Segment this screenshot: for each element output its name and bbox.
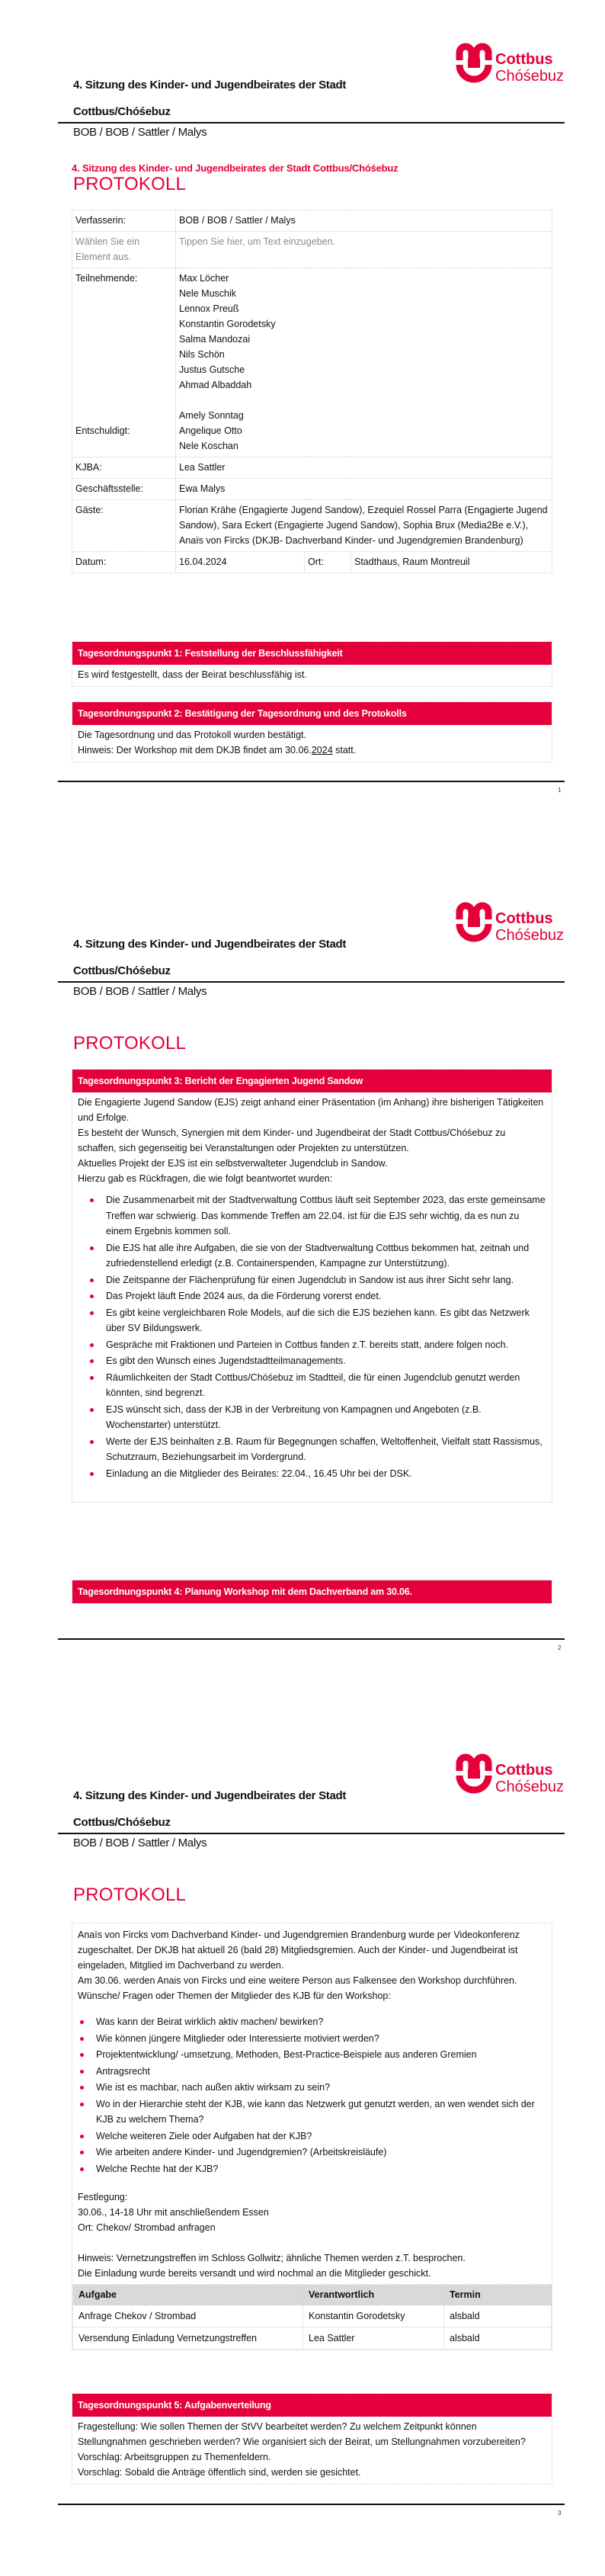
agenda-item-5-body xyxy=(72,2417,552,2484)
agenda-item-3-title: Tagesordnungspunkt 3: Bericht der Engagierten Jugend Sandow xyxy=(72,1070,552,1092)
teilnehmende-label: Teilnehmende: xyxy=(75,273,138,284)
agenda-item-2-line-1: Die Tagesordnung und das Protokoll wurden bestätigt. xyxy=(78,730,306,740)
agenda-item-1-body: Es wird festgestellt, dass der Beirat beschlussfähig ist. xyxy=(78,669,307,680)
paragraph: Am 30.06. werden Anais von Fircks und eine weitere Person aus Falkensee den Workshop durchführen. xyxy=(78,1975,517,1986)
festlegung-time: 30.06., 14-18 Uhr mit anschließendem Essen xyxy=(78,2207,269,2218)
agenda-item-3 xyxy=(72,1069,552,1503)
participant: Max Löcher xyxy=(179,273,229,284)
geschaeftsstelle-value: Ewa Malys xyxy=(176,479,552,500)
page-number: 3 xyxy=(558,2510,562,2517)
hint-year-underlined: 2024 xyxy=(311,745,333,755)
ort-value: Stadthaus, Raum Montreuil xyxy=(351,552,552,573)
table-row xyxy=(72,457,552,479)
cottbus-city-logo-icon xyxy=(455,1753,493,1806)
cottbus-city-logo-icon xyxy=(455,42,493,95)
task-table-header xyxy=(73,2285,552,2305)
logo-text-cottbus: Cottbus xyxy=(495,1762,553,1779)
page-number: 1 xyxy=(558,787,562,794)
excused-member: Nele Koschan xyxy=(179,441,238,451)
geschaeftsstelle-label: Geschäftsstelle: xyxy=(72,479,176,500)
city-logo xyxy=(455,1753,569,1806)
element-dropdown-placeholder[interactable]: Wählen Sie ein Element aus. xyxy=(72,232,176,268)
list-item: Wie ist es machbar, nach außen aktiv wirksam zu sein? xyxy=(96,2080,546,2096)
table-row xyxy=(72,232,552,268)
paragraph: Fragestellung: Wie sollen Themen der StVV bearbeitet werden? Zu welchem Zeitpunkt können Stellungnahmen geschrieben werden? Wie organisiert sich der Beirat, um Stellungnahmen vorzubereiten? xyxy=(78,2421,526,2447)
bullet-list xyxy=(78,1192,546,1481)
participant: Ahmad Albaddah xyxy=(179,380,252,390)
city-logo xyxy=(455,42,569,95)
verfasserin-value: BOB / BOB / Sattler / Malys xyxy=(176,210,552,232)
paragraph: Aktuelles Projekt der EJS ist ein selbstverwalteter Jugendclub in Sandow. xyxy=(78,1158,388,1169)
verfasserin-label: Verfasserin: xyxy=(72,210,176,232)
festlegung-label: Festlegung: xyxy=(78,2192,128,2202)
list-item: EJS wünscht sich, dass der KJB in der Verbreitung von Kampagnen und Angeboten (z.B. Wochenstarter) unterstützt. xyxy=(106,1402,546,1433)
list-item: Werte der EJS beinhalten z.B. Raum für Begegnungen schaffen, Weltoffenheit, Vielfalt statt Rassismus, Schutzraum, Beziehungsarbeit im Vordergrund. xyxy=(106,1434,546,1465)
document-type-title: PROTOKOLL xyxy=(73,1885,187,1905)
task-deadline: alsbald xyxy=(444,2305,552,2327)
list-item: Welche weiteren Ziele oder Aufgaben hat der KJB? xyxy=(96,2128,546,2145)
column-header-aufgabe: Aufgabe xyxy=(73,2285,303,2305)
agenda-item-1 xyxy=(72,641,552,687)
header-authors: BOB / BOB / Sattler / Malys xyxy=(73,1837,207,1849)
paragraph: Anaïs von Fircks vom Dachverband Kinder- und Jugendgremien Brandenburg wurde per Videokonferenz zugeschaltet. Der DKJB hat aktuell 26 (bald 28) Mitgliedsgremien. Auch der Kinder- und Jugendbeirat ist eingeladen, Mitglied im Dachverband zu werden. xyxy=(78,1930,520,1971)
agenda-item-5 xyxy=(72,2393,552,2485)
participant: Salma Mandozai xyxy=(179,334,251,345)
agenda-item-5-title: Tagesordnungspunkt 5: Aufgabenverteilung xyxy=(72,2394,552,2417)
meeting-title: 4. Sitzung des Kinder- und Jugendbeirates der Stadt Cottbus/Chóśebuz xyxy=(72,162,399,174)
page-number: 2 xyxy=(558,1644,562,1651)
agenda-item-1-title: Tagesordnungspunkt 1: Feststellung der Beschlussfähigkeit xyxy=(72,642,552,665)
paragraph: Vorschlag: Sobald die Anträge öffentlich sind, werden sie gesichtet. xyxy=(78,2467,361,2478)
footer-rule xyxy=(58,1638,565,1640)
document-type-title: PROTOKOLL xyxy=(73,1033,187,1054)
logo-text-chosebuz: Chóśebuz xyxy=(495,1779,565,1795)
festlegung-location: Ort: Chekov/ Strombad anfragen xyxy=(78,2222,216,2233)
agenda-item-4 xyxy=(72,1580,552,1604)
list-item: Antragsrecht xyxy=(96,2064,546,2080)
city-logo xyxy=(455,901,569,954)
list-item: Es gibt keine vergleichbaren Role Models, auf die sich die EJS beziehen kann. Es gibt das Netzwerk über SV Bildungswerk. xyxy=(106,1305,546,1336)
document-type-title: PROTOKOLL xyxy=(73,174,187,194)
paragraph: Wünsche/ Fragen oder Themen der Mitglieder des KJB für den Workshop: xyxy=(78,1991,391,2001)
paragraph: Hierzu gab es Rückfragen, die wie folgt beantwortet wurden: xyxy=(78,1173,333,1184)
logo-text-chosebuz: Chóśebuz xyxy=(495,68,565,85)
gaeste-value: Florian Krähe (Engagierte Jugend Sandow), Ezequiel Rossel Parra (Engagierte Jugend Sandow), Sara Eckert (Engagierte Jugend Sandow), Sophia Brux (Media2Be e.V.), Anaïs von Fircks (DKJB- Dachverband Kinder- und Jugendgremien Brandenburg) xyxy=(176,500,552,552)
text-input-placeholder[interactable]: Tippen Sie hier, um Text einzugeben. xyxy=(176,232,552,268)
header-authors: BOB / BOB / Sattler / Malys xyxy=(73,126,207,139)
excused-member: Angelique Otto xyxy=(179,425,242,436)
task-table xyxy=(72,2284,552,2350)
table-row xyxy=(72,479,552,500)
agenda-item-4-title: Tagesordnungspunkt 4: Planung Workshop mit dem Dachverband am 30.06. xyxy=(72,1580,552,1603)
paragraph: Es besteht der Wunsch, Synergien mit dem Kinder- und Jugendbeirat der Stadt Cottbus/Chóśebuz zu schaffen, sich gegenseitig bei Veranstaltungen oder Projekten zu unterstützen. xyxy=(78,1128,506,1153)
column-header-verantwortlich: Verantwortlich xyxy=(303,2285,444,2305)
header-title: 4. Sitzung des Kinder- und Jugendbeirates der Stadt Cottbus/Chóśebuz xyxy=(73,79,347,118)
participant: Justus Gutsche xyxy=(179,364,245,375)
list-item: Es gibt den Wunsch eines Jugendstadtteilmanagements. xyxy=(106,1353,546,1369)
attendees-label-cell xyxy=(72,268,176,457)
footer-rule xyxy=(58,781,565,782)
table-row xyxy=(72,268,552,457)
hint-text-end: statt. xyxy=(332,745,357,755)
list-item: Projektentwicklung/ -umsetzung, Methoden, Best-Practice-Beispiele aus anderen Gremien xyxy=(96,2047,546,2063)
hinweis-line-1: Hinweis: Vernetzungstreffen im Schloss Gollwitz; ähnliche Themen werden z.T. besprochen. xyxy=(78,2253,466,2263)
logo-text-cottbus: Cottbus xyxy=(495,910,553,927)
task-owner: Konstantin Gorodetsky xyxy=(303,2305,444,2327)
header-rule xyxy=(58,1833,565,1834)
kjba-label: KJBA: xyxy=(72,457,176,479)
list-item: Welche Rechte hat der KJB? xyxy=(96,2161,546,2177)
cottbus-city-logo-icon xyxy=(455,901,493,954)
footer-rule xyxy=(58,2504,565,2505)
list-item: Die Zusammenarbeit mit der Stadtverwaltung Cottbus läuft seit September 2023, das erste gemeinsame Treffen war schwierig. Das kommende Treffen am 22.04. ist für die EJS sehr wichtig, da es nun zu einem Ergebnis kommen soll. xyxy=(106,1192,546,1240)
participant: Lennox Preuß xyxy=(179,303,239,314)
task-owner: Lea Sattler xyxy=(303,2327,444,2350)
table-row xyxy=(73,2327,552,2350)
participant: Konstantin Gorodetsky xyxy=(179,319,276,329)
page-3 xyxy=(0,1711,605,2569)
list-item: Räumlichkeiten der Stadt Cottbus/Chóśebuz im Stadtteil, die für einen Jugendclub genutzt werden könnten, sind begrenzt. xyxy=(106,1370,546,1401)
table-row xyxy=(72,500,552,552)
gaeste-label: Gäste: xyxy=(72,500,176,552)
paragraph: Vorschlag: Arbeitsgruppen zu Themenfeldern. xyxy=(78,2452,271,2462)
logo-text-cottbus: Cottbus xyxy=(495,51,553,68)
agenda-item-2-body xyxy=(72,725,552,762)
paragraph: Die Engagierte Jugend Sandow (EJS) zeigt anhand einer Präsentation (im Anhang) ihre bisherigen Tätigkeiten und Erfolge. xyxy=(78,1097,544,1123)
task-deadline: alsbald xyxy=(444,2327,552,2350)
page-2 xyxy=(0,859,605,1718)
header-rule xyxy=(58,981,565,983)
entschuldigt-label: Entschuldigt: xyxy=(75,425,130,436)
task-name: Anfrage Chekov / Strombad xyxy=(73,2305,303,2327)
datum-label: Datum: xyxy=(72,552,176,573)
list-item: Wie können jüngere Mitglieder oder Interessierte motiviert werden? xyxy=(96,2031,546,2047)
table-row xyxy=(73,2305,552,2327)
task-name: Versendung Einladung Vernetzungstreffen xyxy=(73,2327,303,2350)
participant: Nils Schön xyxy=(179,349,225,360)
hint-text: Hinweis: Der Workshop mit dem DKJB findet am 30.06. xyxy=(78,745,312,755)
datum-value: 16.04.2024 xyxy=(176,552,305,573)
table-row xyxy=(72,552,552,573)
bullet-list xyxy=(78,2014,546,2177)
header-authors: BOB / BOB / Sattler / Malys xyxy=(73,985,207,998)
participant: Nele Muschik xyxy=(179,288,237,299)
table-row xyxy=(72,210,552,232)
header-rule xyxy=(58,122,565,124)
attendees-value-cell xyxy=(176,268,552,457)
excused-member: Amely Sonntag xyxy=(179,410,244,421)
list-item: Gespräche mit Fraktionen und Parteien in Cottbus fanden z.T. bereits statt, andere folgen noch. xyxy=(106,1337,546,1353)
list-item: Die EJS hat alle ihre Aufgaben, die sie von der Stadtverwaltung Cottbus bekommen hat, zeitnah und zufriedenstellend erledigt (z.B. Containerspenden, Kampagne zur Unterstützung). xyxy=(106,1240,546,1272)
agenda-item-3-body xyxy=(72,1092,552,1502)
agenda-item-2-line-2 xyxy=(78,743,546,758)
list-item: Das Projekt läuft Ende 2024 aus, da die Förderung vorerst endet. xyxy=(106,1288,546,1304)
list-item: Die Zeitspanne der Flächenprüfung für einen Jugendclub in Sandow ist aus ihrer Sicht sehr lang. xyxy=(106,1272,546,1288)
kjba-value: Lea Sattler xyxy=(176,457,552,479)
list-item: Was kann der Beirat wirklich aktiv machen/ bewirken? xyxy=(96,2014,546,2030)
page-1 xyxy=(0,0,605,858)
logo-text-chosebuz: Chóśebuz xyxy=(495,927,565,944)
agenda-item-2 xyxy=(72,701,552,762)
list-item: Wie arbeiten andere Kinder- und Jugendgremien? (Arbeitskreisläufe) xyxy=(96,2145,546,2161)
agenda-item-4-body xyxy=(72,1923,552,2284)
agenda-item-2-title: Tagesordnungspunkt 2: Bestätigung der Tagesordnung und des Protokolls xyxy=(72,702,552,725)
column-header-termin: Termin xyxy=(444,2285,552,2305)
list-item: Wo in der Hierarchie steht der KJB, wie kann das Netzwerk gut genutzt werden, an wen wendet sich der KJB zu welchem Thema? xyxy=(96,2096,546,2128)
list-item: Einladung an die Mitglieder des Beirates: 22.04., 16.45 Uhr bei der DSK. xyxy=(106,1466,546,1482)
agenda-item-4-continued xyxy=(72,1923,552,2350)
ort-label: Ort: xyxy=(305,552,351,573)
hinweis-line-2: Die Einladung wurde bereits versandt und wird nochmal an die Mitglieder geschickt. xyxy=(78,2268,431,2279)
header-title: 4. Sitzung des Kinder- und Jugendbeirates der Stadt Cottbus/Chóśebuz xyxy=(73,938,347,977)
header-title: 4. Sitzung des Kinder- und Jugendbeirates der Stadt Cottbus/Chóśebuz xyxy=(73,1789,347,1829)
meeting-metadata-table xyxy=(72,210,552,573)
